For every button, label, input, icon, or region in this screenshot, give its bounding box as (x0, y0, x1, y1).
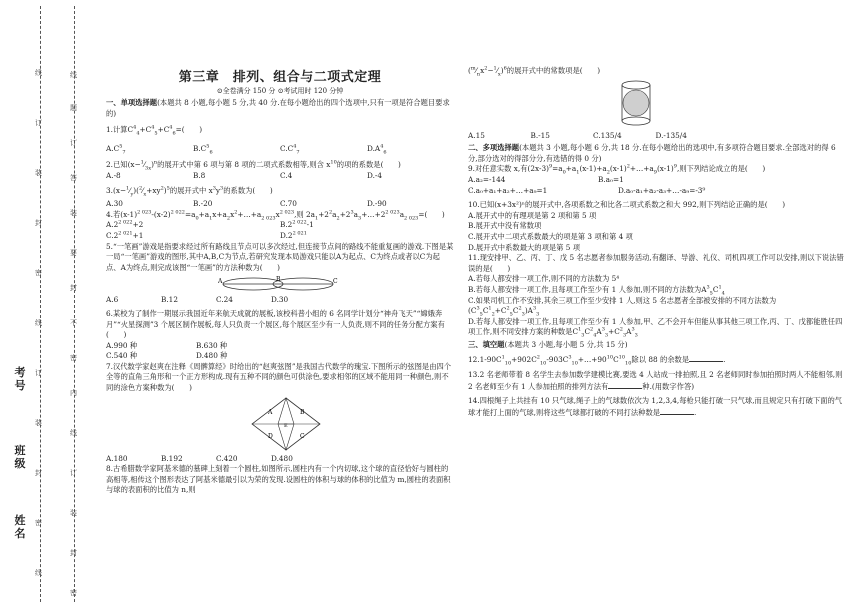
margin-char: 不 (70, 319, 77, 327)
binding-margin (0, 0, 96, 608)
question-5: 5.“一笔画”游戏是指要求经过所有路线且节点可以多次经过,但连接节点间的路线不能重复画的游戏.下图是某一局“一笔画”游戏的图形,其中A,B,C为节点,若研究发现本局游戏只能以A为起点、C为终点或者以C为起点、A为终点,则完成该图“一笔画”的方法种数为( ) (106, 241, 454, 272)
margin-char: 封 (35, 219, 42, 227)
margin-char: 密 (70, 354, 77, 362)
margin-char: 答 (70, 174, 77, 182)
margin-char: 密 (35, 269, 42, 277)
question-5-options: A.6 B.12 C.24 D.30 (106, 295, 289, 305)
question-7: 7.汉代数学家赵爽在注释《周髀算经》时给出的“赵爽弦图”是我国古代数学的瑰宝.下图所示的弦图是由四个全等的直角三角形和一个正方形构成.现有五种不同的颜色可供涂色,要求相邻的区域不能用同一种颜色,则不同的涂色方案种数为( ) (106, 361, 452, 393)
node-label: C (333, 278, 338, 286)
margin-char: 封 (70, 284, 77, 292)
margin-char: 封 (70, 549, 77, 557)
question-2: 2.已知$(x-^1⁄_{3x})^n$的展开式中第 6 项与第 8 项的二项式系数相等,则含 $x^{10}$的项的系数是( ) (106, 159, 401, 172)
question-11-option-a: A.若每人都安排一项工作,则不同的方法数为 5⁴ (468, 274, 620, 284)
margin-char: 线 (70, 71, 77, 79)
margin-char: 要 (70, 249, 77, 257)
exam-info: ⊙全卷满分 150 分 ⊙考试用时 120 分钟 (216, 87, 344, 95)
question-9-options-2: C.a₀+a₁+a₂+…+a₉=1 D.a₀-a₁+a₂-a₃+…-a₉=-3⁹ (468, 185, 706, 195)
section-2-header: 二、多项选择题(本题共 3 小题,每小题 6 分,共 18 分.在每小题给出的选项中,有多项符合题目要求.全部选对的得 6 分,部分选对的得部分分,有选错的得 0 分) (468, 143, 836, 163)
question-6: 6.某校为了制作一期展示我国近年来航天成就的展板,该校科普小组的 6 名同学计划分“神舟飞天”“嫦娥奔月”“火星探测”3 个展区制作展板,每人只负责一个展区,每个展区至少有一人负责,则不同的任务分配方案有( ) (106, 308, 445, 340)
question-13: 13.2 名老师带着 8 名学生去参加数学建模比赛,要选 4 人站成一排拍照,且 2 名老师同时参加拍照时两人不能相邻,则 2 名老师至少有 1 人参加拍照的排列方法有 种.(用数字作答) (468, 370, 843, 391)
section-3-header: 三、填空题(本题共 3 小题,每小题 5 分,共 15 分) (468, 339, 628, 349)
svg-text:C: C (300, 432, 305, 440)
question-3: $3.(x-^1⁄_y)(^2⁄_x+xy^2)^5$的展开式中 $x^3y^3$的系数为( ) (106, 185, 273, 198)
answer-blank[interactable] (660, 407, 694, 415)
margin-char: 线 (35, 319, 42, 327)
question-4-options: $A.2^{2 022}+2$ $B.2^{2 022}-1$ (106, 219, 314, 230)
left-column (106, 98, 454, 496)
question-9: 9.对任意实数 x,有$(2x-3)^9=a_0+a_1(x-1)+a_2(x-1)^2+\dots+a_9(x-1)^9$,则下列结论成立的是( ) (468, 163, 766, 176)
margin-char: 密 (70, 589, 77, 597)
margin-char: 线 (70, 429, 77, 437)
chapter-title: 第三章 排列、组合与二项式定理 (178, 70, 382, 85)
margin-char: 订 (70, 469, 77, 477)
margin-char: 内 (70, 389, 77, 397)
question-11: 11.现安排甲、乙、丙、丁、戊 5 名志愿者参加服务活动,有翻译、导游、礼仪、司机四项工作可以安排,则以下说法错误的是( ) (468, 253, 844, 273)
outer-cut-line (40, 6, 41, 602)
margin-char: 装 (35, 169, 42, 177)
question-11-option-b: B.若每人都安排一项工作,且每项工作至少有 1 人参加,则不同的方法数为$A^3_5C^1_4$ (468, 284, 725, 297)
question-10-option-d: D.展开式中系数最大的项是第 5 项 (468, 242, 581, 252)
question-14: 14.四根绳子上共挂有 10 只气球,绳子上的气球数依次为 1,2,3,4,每枪只能打破一只气球,而且规定只有打破下面的气球才能打上面的气球,则将这些气球都打破的不同打法种数是 . (468, 396, 843, 417)
answer-blank[interactable] (689, 354, 723, 362)
margin-char: 装 (35, 419, 42, 427)
margin-char: 订 (35, 119, 42, 127)
question-10-option-c: C.展开式中二项式系数最大的项是第 3 项和第 4 项 (468, 231, 633, 241)
question-11-option-d: D.若每人都安排一项工作,且每项工作至少有 1 人参加,甲、乙不会开车但能从事其他三项工作,丙、丁、戊都能胜任四项工作,则不同安排方案的种数是$C^1_3C^2_4A^3_3+C^2_3A^3_3$ (468, 316, 843, 339)
question-4: 4.若$(x-1)^{2 023}-(x-2)^{2 022}=a_0+a_1x+a_2x^2+\dots+a_{2 023}x^{2 023}$,则 $2a_1+2^2a_2+2^3a_3+\dots+2^{2 023}a_{2 023}=$( ) (106, 209, 445, 222)
node-label: B (276, 276, 281, 284)
question-7-options: A.180 B.192 C.420 D.480 (106, 453, 293, 463)
question-1: 1.计算$C^4_4+C^4_5+C^4_6=$( ) (106, 124, 203, 137)
svg-text:D: D (268, 432, 273, 440)
question-10: 10.已知(x+3x²)ⁿ的展开式中,各项系数之和比各二项式系数之和大 992,则下列结论正确的是( ) (468, 200, 786, 210)
svg-text:B: B (300, 408, 305, 416)
one-stroke-figure (218, 275, 338, 293)
class-label: 班级 (14, 444, 26, 470)
question-8-part1: 8.古希腊数学家阿基米德的墓碑上刻着一个圆柱,如图所示,圆柱内有一个内切球,这个球的直径恰好与圆柱的高相等,相传这个图形表达了阿基米德最引以为荣的发现.设圆柱的体积与球的体积的比值为 m,圆柱的表面积与球的表面积的比值为 n,则 (106, 464, 451, 495)
option: $A.C^5_7$ (106, 143, 126, 156)
question-4-options-2: $C.2^{2 021}+1$ $D.2^{2 021}$ (106, 230, 307, 240)
question-2-options: A.-8 B.8 C.4 D.-4 (106, 170, 383, 180)
answer-blank[interactable] (608, 381, 642, 389)
question-10-option-a: A.展开式中的有理项是第 2 项和第 5 项 (468, 210, 597, 220)
svg-text:E: E (284, 422, 288, 429)
question-12: $12.1-90C^1_{10}+902C^2_{10}-903C^3_{10}+\dots+90^{10}C^{10}_{10}$除以 88 的余数是 . (468, 355, 726, 367)
node-label: A (218, 278, 223, 286)
question-6-options-2: C.540 种 D.480 种 (106, 351, 228, 361)
right-column (468, 66, 846, 418)
question-9-options: A.a₂=-144 B.a₀=1 (468, 174, 624, 184)
exam-number-label: 考号 (14, 366, 26, 392)
option: $C.C^4_7$ (280, 143, 300, 156)
question-8-part2: $(^m⁄_nx^2-^1⁄_x)^6$的展开式中的常数项是( ) (468, 65, 601, 78)
question-1-options (106, 144, 454, 155)
question-10-option-b: B.展开式中没有常数项 (468, 221, 542, 231)
margin-char: 订 (70, 139, 77, 147)
margin-char: 题 (70, 104, 77, 112)
margin-char: 封 (35, 469, 42, 477)
cylinder-sphere-figure (618, 79, 654, 129)
zhao-shuang-figure (246, 396, 326, 452)
question-3-options: A.30 B.-20 C.70 D.-90 (106, 199, 387, 209)
question-11-option-c: C.如果司机工作不安排,其余三项工作至少安排 1 人,则这 5 名志愿者全部被安排的不同方法数为$(C^3_5C^1_2+C^2_5C^2_3)A^3_3$ (468, 295, 777, 318)
name-label: 姓名 (14, 514, 26, 540)
question-8-options: A.15 B.-15 C.135/4 D.-135/4 (468, 130, 687, 140)
option: $D.A^4_6$ (367, 143, 387, 156)
svg-text:A: A (268, 408, 273, 416)
margin-char: 订 (35, 369, 42, 377)
margin-char: 密 (35, 519, 42, 527)
question-6-options: A.990 种 B.630 种 (106, 340, 228, 350)
margin-char: 装 (70, 209, 77, 217)
margin-char: 装 (70, 509, 77, 517)
margin-char: 线 (35, 69, 42, 77)
section-1-header: 一、单项选择题(本题共 8 小题,每小题 5 分,共 40 分.在每小题给出的四个选项中,只有一项是符合题目要求的) (106, 98, 450, 118)
option: $B.C^5_6$ (193, 143, 213, 156)
margin-char: 线 (35, 569, 42, 577)
